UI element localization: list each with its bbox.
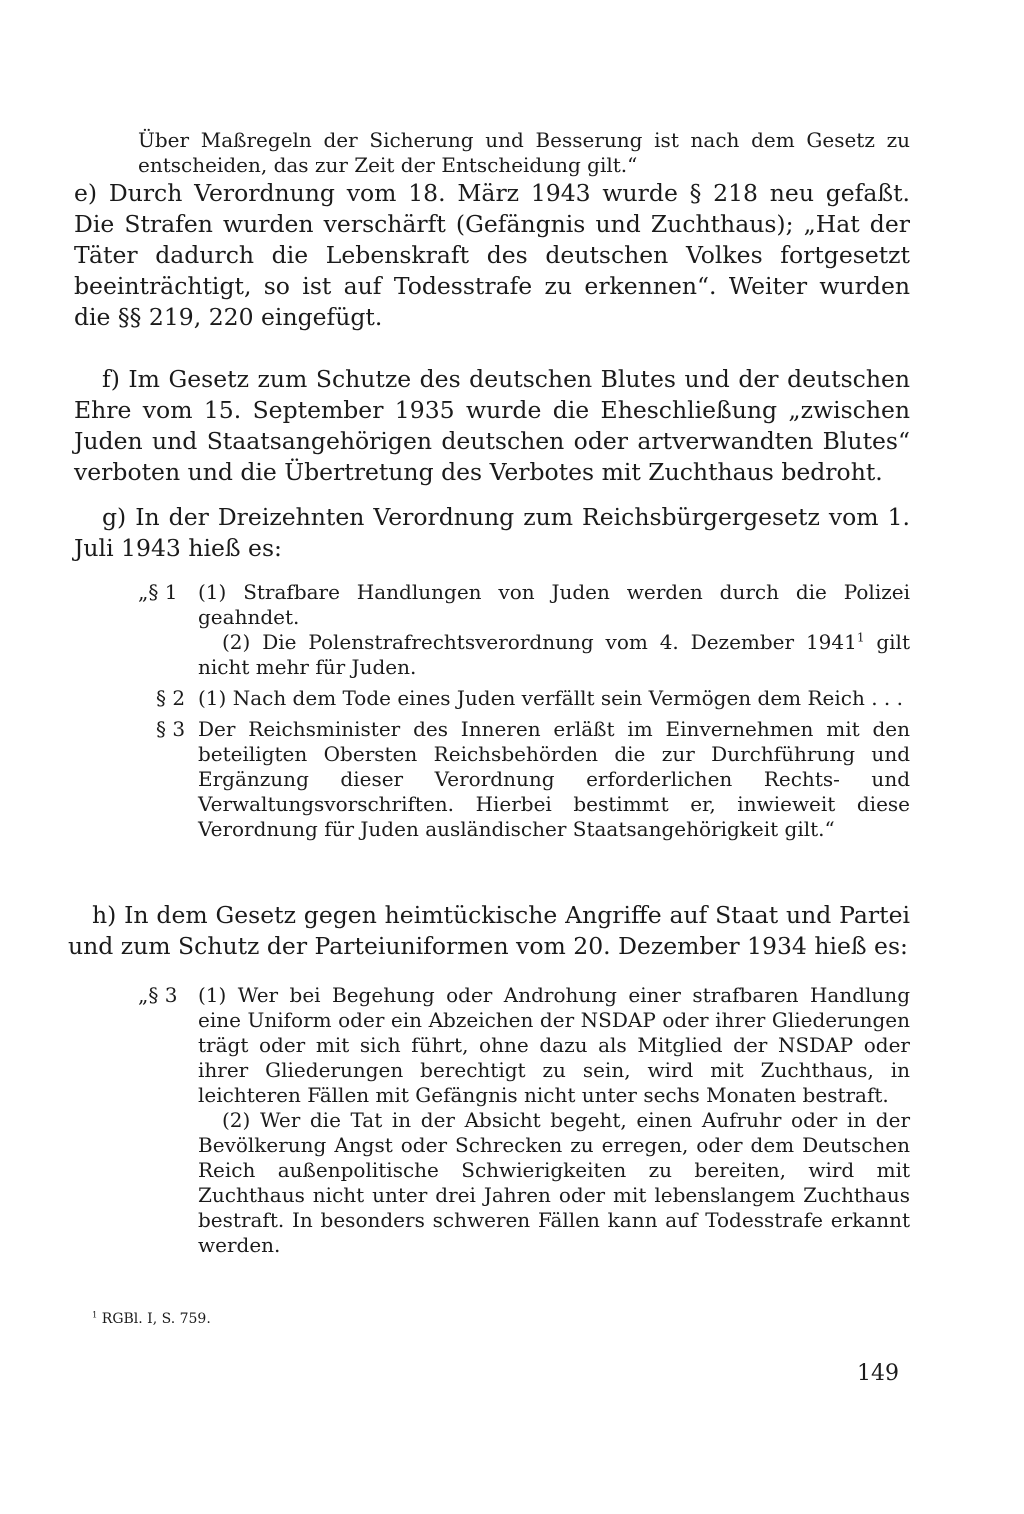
section-3-text: Der Reichsminister des Inneren erläßt im Einvernehmen mit den beteiligten Obersten Reichsbehörden die zur Durchführung und Ergänzung dieser Verordnung erforderlichen Rechts- und Verwaltungsvorschriften. Hierbei bestimmt er, inwieweit diese Verordnung für Juden ausländischer Staatsangehörigkeit gilt.“	[198, 717, 910, 841]
law-section-3-text-2: (2) Wer die Tat in der Absicht begeht, einen Aufruhr oder in der Bevölkerung Angst oder Schrecken zu erregen, oder dem Deutschen Reich außenpolitische Schwierigkeiten zu bereiten, wird mit Zuchthaus nicht unter drei Jahren oder mit lebenslangem Zuchthaus bestraft. In besonders schweren Fällen kann auf Todesstrafe erkannt werden.	[198, 1108, 910, 1257]
paragraph-f: f) Im Gesetz zum Schutze des deutschen Blutes und der deutschen Ehre vom 15. September 1935 wurde die Eheschließung „zwischen Juden und Staatsangehörigen deutschen oder artverwandten Blutes“ verboten und die Übertretung des Verbotes mit Zuchthaus bedroht.	[74, 365, 910, 486]
section-mark-2: § 2	[156, 686, 186, 710]
section-mark-1: „§ 1	[138, 580, 178, 604]
section-1-subparagraph-2	[198, 630, 910, 680]
law-section-mark-3: „§ 3	[138, 983, 178, 1007]
footnote-reference: 1	[856, 630, 865, 645]
top-quote-line-1: Über Maßregeln der Sicherung und Besserung ist nach dem Gesetz zu	[138, 128, 910, 152]
footnote	[92, 1310, 211, 1328]
footnote-text: RGBl. I, S. 759.	[97, 1311, 211, 1327]
quote-section-3	[138, 717, 910, 842]
top-quote	[138, 128, 910, 178]
paragraph-h: h) In dem Gesetz gegen heimtückische Angriffe auf Staat und Partei und zum Schutz der Parteiuniformen vom 20. Dezember 1934 hieß es:	[68, 901, 910, 960]
quote-ordinance-1943	[138, 580, 910, 842]
section-1-text-1: (1) Strafbare Handlungen von Juden werden durch die Polizei geahndet.	[198, 580, 910, 629]
footnote-mark: 1	[92, 1309, 98, 1320]
section-mark-3: § 3	[156, 717, 186, 741]
section-1-text-2-after: gilt nicht mehr für Juden.	[198, 630, 910, 679]
section-2-text: (1) Nach dem Tode eines Juden verfällt sein Vermögen dem Reich . . .	[198, 686, 903, 710]
section-1-text-2-before: (2) Die Polenstrafrechtsverordnung vom 4. Dezember 1941	[222, 630, 857, 654]
quote-law-section-3	[138, 983, 910, 1108]
quote-law-1934	[138, 983, 910, 1258]
paragraph-g: g) In der Dreizehnten Verordnung zum Reichsbürgergesetz vom 1. Juli 1943 hieß es:	[74, 503, 910, 562]
top-quote-line-2: entscheiden, das zur Zeit der Entscheidung gilt.“	[138, 153, 638, 177]
law-section-3-subparagraph-2	[198, 1108, 910, 1258]
page-number: 149	[857, 1361, 899, 1386]
law-section-3-text-1: (1) Wer bei Begehung oder Androhung einer strafbaren Handlung eine Uniform oder ein Abzeichen der NSDAP oder ihrer Gliederungen trägt oder mit sich führt, ohne dazu als Mitglied der NSDAP oder ihrer Gliederungen berechtigt zu sein, wird mit Zuchthaus, in leichteren Fällen mit Gefängnis nicht unter sechs Monaten bestraft.	[198, 983, 910, 1107]
paragraph-e: e) Durch Verordnung vom 18. März 1943 wurde § 218 neu gefaßt. Die Strafen wurden verschärft (Gefängnis und Zuchthaus); „Hat der Täter dadurch die Lebenskraft des deutschen Volkes fortgesetzt beeinträchtigt, so ist auf Todesstrafe zu erkennen“. Weiter wurden die §§ 219, 220 eingefügt.	[74, 179, 910, 331]
quote-section-2	[138, 686, 910, 711]
quote-section-1	[138, 580, 910, 630]
